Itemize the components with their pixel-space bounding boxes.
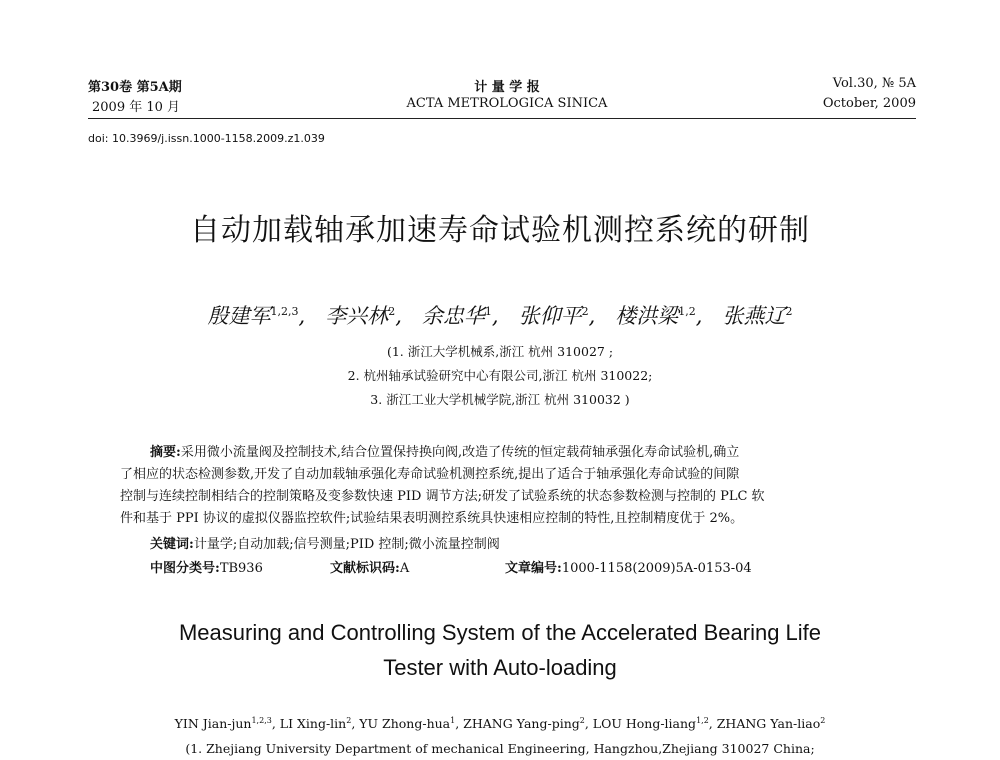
journal-name-en: ACTA METROLOGICA SINICA [406,96,608,111]
affiliation-line-2: 2. 杭州轴承试验研究中心有限公司,浙江 杭州 310022; [347,368,653,383]
author-cn: 余忠华$^1$ [421,304,492,328]
publication-date-cn: 2009 年 10 月 [92,100,181,115]
author-cn: 李兴林$^2$ [325,304,396,328]
author-cn: 殷建军$^{1,2,3}$ [207,304,299,328]
keywords: 关键词:计量学;自动加载;信号测量;PID 控制;微小流量控制阀 [150,537,500,552]
volume-issue: 第30卷 第5A期 [88,80,182,95]
header-rule [88,118,916,119]
author-cn: 张仰平$^2$ [518,304,589,328]
paper-title-en-line-2: Tester with Auto-loading [383,655,617,680]
author-en: ZHANG Yan-liao$^2$ [716,716,826,732]
abstract-line-3: 控制与连续控制相结合的控制策略及变参数快速 PID 调节方法;研发了试验系统的状态参数检测与控制的 PLC 软 [120,489,765,504]
document-code: 文献标识码:A [330,561,410,576]
affiliation-line-1: (1. 浙江大学机械系,浙江 杭州 310027 ; [386,344,614,359]
paper-title-en-line-1: Measuring and Controlling System of the Accelerated Bearing Life [178,620,822,645]
author-en: YIN Jian-jun$^{1,2,3}$ [174,716,272,732]
affiliation-en-line-1: (1. Zhejiang University Department of mechanical Engineering, Hangzhou,Zhejiang 310027 China; [185,741,815,756]
author-en: ZHANG Yang-ping$^2$ [463,716,585,732]
journal-name-cn: 计 量 学 报 [474,80,540,95]
author-cn: 楼洪梁$^{1,2}$ [615,304,696,328]
affiliation-line-3: 3. 浙江工业大学机械学院,浙江 杭州 310032 ) [370,392,630,407]
doi: doi: 10.3969/j.issn.1000-1158.2009.z1.039 [88,132,325,145]
author-list-cn: 殷建军$^{1,2,3}$, 李兴林$^2$, 余忠华$^1$, 张仰平$^2$, 楼洪梁$^{1,2}$, 张燕辽$^2$ [207,304,793,328]
abstract-line-2: 了相应的状态检测参数,开发了自动加载轴承强化寿命试验机测控系统,提出了适合于轴承强化寿命试验的间隙 [120,467,740,482]
paper-title-cn: 自动加载轴承加速寿命试验机测控系统的研制 [190,213,810,248]
article-number: 文章编号:1000-1158(2009)5A-0153-04 [505,561,752,576]
keywords-label: 关键词: [150,537,194,552]
abstract-label: 摘要: [150,445,181,460]
author-en: LOU Hong-liang$^{1,2}$ [592,716,709,732]
author-list-en: YIN Jian-jun$^{1,2,3}$, LI Xing-lin$^2$, YU Zhong-hua$^1$, ZHANG Yang-ping$^2$, LOU Hong-liang$^{1,2}$, ZHANG Yan-liao$^2$ [174,716,826,732]
abstract-line-4: 件和基于 PPI 协议的虚拟仪器监控软件;试验结果表明测控系统具快速相应控制的特性,且控制精度优于 2%。 [120,511,744,526]
abstract-line-1: 摘要:采用微小流量阀及控制技术,结合位置保持换向阀,改造了传统的恒定载荷轴承强化寿命试验机,确立 [150,445,740,460]
author-en: LI Xing-lin$^2$ [279,716,352,732]
author-en: YU Zhong-hua$^1$ [359,716,456,732]
volume-issue-en: Vol.30, № 5A [832,76,916,91]
publication-date-en: October, 2009 [822,96,916,111]
author-cn: 张燕辽$^2$ [722,304,793,328]
clc-number: 中图分类号:TB936 [150,561,263,576]
